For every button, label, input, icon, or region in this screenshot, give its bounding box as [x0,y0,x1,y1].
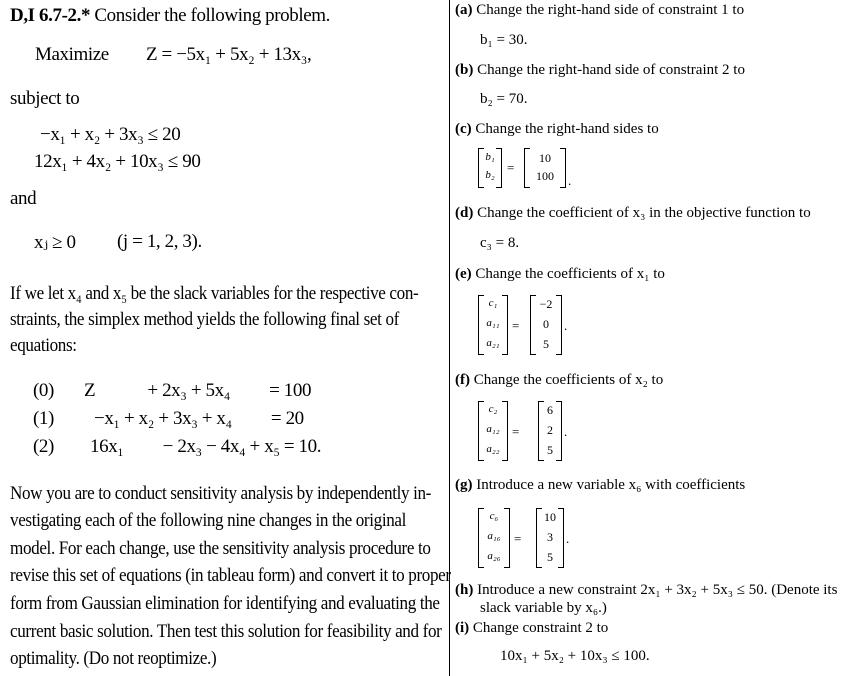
problem-intro: Consider the following problem. [94,5,331,26]
item-e-rhs-2: 5 [543,337,549,351]
item-b-label: (b) [455,62,474,78]
item-b-text: Change the right-hand side of constraint 2 to [477,62,745,78]
item-e-lhs-2: a₂₁ [486,337,500,349]
item-c [455,121,659,138]
item-d-text: Change the coefficient of x₃ in the objective function to [477,205,811,221]
paragraph-2-line-5: form from Gaussian elimination for identifying and evaluating the [10,593,440,614]
item-f-lhs-vector [478,401,508,461]
item-b [455,62,745,79]
item-c-lhs-0: b₁ [485,151,495,163]
item-b-value: b₂ = 70. [480,91,528,107]
problem-number: D,I 6.7-2.* [10,5,91,26]
paragraph-2-line-2: vestigating each of the following nine changes in the original [10,510,407,531]
nonnegativity-index: (j = 1, 2, 3). [117,231,202,252]
equation-2-label: (2) [33,436,54,457]
paragraph-2-line-1: Now you are to conduct sensitivity analysis by independently in- [10,483,432,504]
item-e-period: . [564,318,568,333]
item-f-lhs-2: a₂₂ [486,443,500,455]
item-d-label: (d) [455,205,474,221]
item-g-lhs-0: c₆ [489,510,499,522]
equation-2: 16x₁ − 2x₃ − 4x₄ + x₅ = 10. [90,436,322,457]
problem-header [10,5,330,27]
item-e-lhs-1: a₁₁ [486,317,500,329]
item-d-value: c₃ = 8. [480,235,520,251]
item-i-value: 10x₁ + 5x₂ + 10x₃ ≤ 100. [500,648,650,664]
objective-function: Z = −5x₁ + 5x₂ + 13x₃, [146,44,312,65]
item-g-lhs-2: a₂₆ [487,550,501,562]
item-g-text: Introduce a new variable x₆ with coefficients [476,477,746,493]
item-f-lhs-0: c₂ [488,403,498,415]
item-c-rhs-0: 10 [539,151,551,165]
item-g [455,477,745,494]
item-e-rhs-vector [530,295,562,355]
item-c-label: (c) [455,121,472,137]
item-c-lhs-vector [478,148,502,188]
item-c-text: Change the right-hand sides to [475,121,659,137]
item-a-value: b₁ = 30. [480,32,528,48]
maximize-label: Maximize [35,44,109,65]
item-e-label: (e) [455,266,472,282]
item-c-equals: = [507,160,515,175]
item-g-label: (g) [455,477,473,493]
constraint-2: 12x₁ + 4x₂ + 10x₃ ≤ 90 [34,151,201,172]
item-g-equals: = [514,531,522,546]
item-g-rhs-1: 3 [547,530,553,544]
nonnegativity: xⱼ ≥ 0 [34,232,76,253]
item-c-rhs-vector [524,148,566,188]
item-i [455,620,608,637]
equation-0: Z + 2x₃ + 5x₄ = 100 [84,380,312,401]
item-f-rhs-vector [538,401,562,461]
paragraph-2-line-3: model. For each change, use the sensitivity analysis procedure to [10,538,431,559]
item-f-rhs-0: 6 [547,403,553,417]
item-e-text: Change the coefficients of x₁ to [475,266,665,282]
item-h [455,582,866,599]
item-g-rhs-0: 10 [544,510,556,524]
paragraph-1-line-1: If we let x₄ and x₅ be the slack variables for the respective con- [10,283,419,304]
paragraph-2-line-6: current basic solution. Then test this solution for feasibility and for [10,621,442,642]
item-g-rhs-2: 5 [547,550,553,564]
item-g-lhs-1: a₁₆ [487,530,501,542]
paragraph-2-line-4: revise this set of equations (in tableau form) and convert it to proper [10,565,451,586]
item-g-rhs-vector [536,508,564,568]
item-i-label: (i) [455,620,470,636]
constraint-1: −x₁ + x₂ + 3x₃ ≤ 20 [40,124,181,145]
and-label: and [10,188,37,209]
item-f-equals: = [512,424,520,439]
item-a [455,2,744,19]
item-f-rhs-1: 2 [547,423,553,437]
item-e [455,266,665,283]
item-c-period: . [568,173,572,188]
paragraph-1-line-3: equations: [10,335,77,356]
item-i-text: Change constraint 2 to [472,620,609,636]
item-a-label: (a) [455,2,473,18]
item-f-text: Change the coefficients of x₂ to [473,372,664,388]
item-f-period: . [564,424,568,439]
equation-1-label: (1) [33,408,54,429]
item-e-rhs-1: 0 [543,317,549,331]
item-g-lhs-vector [478,508,510,568]
item-f-rhs-2: 5 [547,443,553,457]
item-c-rhs-1: 100 [536,169,554,183]
item-f [455,372,663,389]
item-h-text: Introduce a new constraint 2x₁ + 3x₂ + 5x₃ ≤ 50. (Denote its [477,582,838,598]
item-e-rhs-0: −2 [539,297,553,311]
item-c-lhs-1: b₂ [485,169,495,181]
item-f-lhs-1: a₁₂ [486,423,500,435]
subject-to-label: subject to [10,88,80,109]
paragraph-1-line-2: straints, the simplex method yields the following final set of [10,309,399,330]
item-a-text: Change the right-hand side of constraint 1 to [476,2,745,18]
item-h-label: (h) [455,582,474,598]
item-e-lhs-0: c₁ [488,297,498,309]
item-g-period: . [566,531,570,546]
item-d [455,205,811,222]
equation-1: −x₁ + x₂ + 3x₃ + x₄ = 20 [94,408,304,429]
item-e-lhs-vector [478,295,508,355]
item-e-equals: = [512,318,520,333]
equation-0-label: (0) [33,380,54,401]
item-h-text-line-2: slack variable by x₆.) [480,600,607,616]
paragraph-2-line-7: optimality. (Do not reoptimize.) [10,648,217,669]
item-f-label: (f) [455,372,470,388]
